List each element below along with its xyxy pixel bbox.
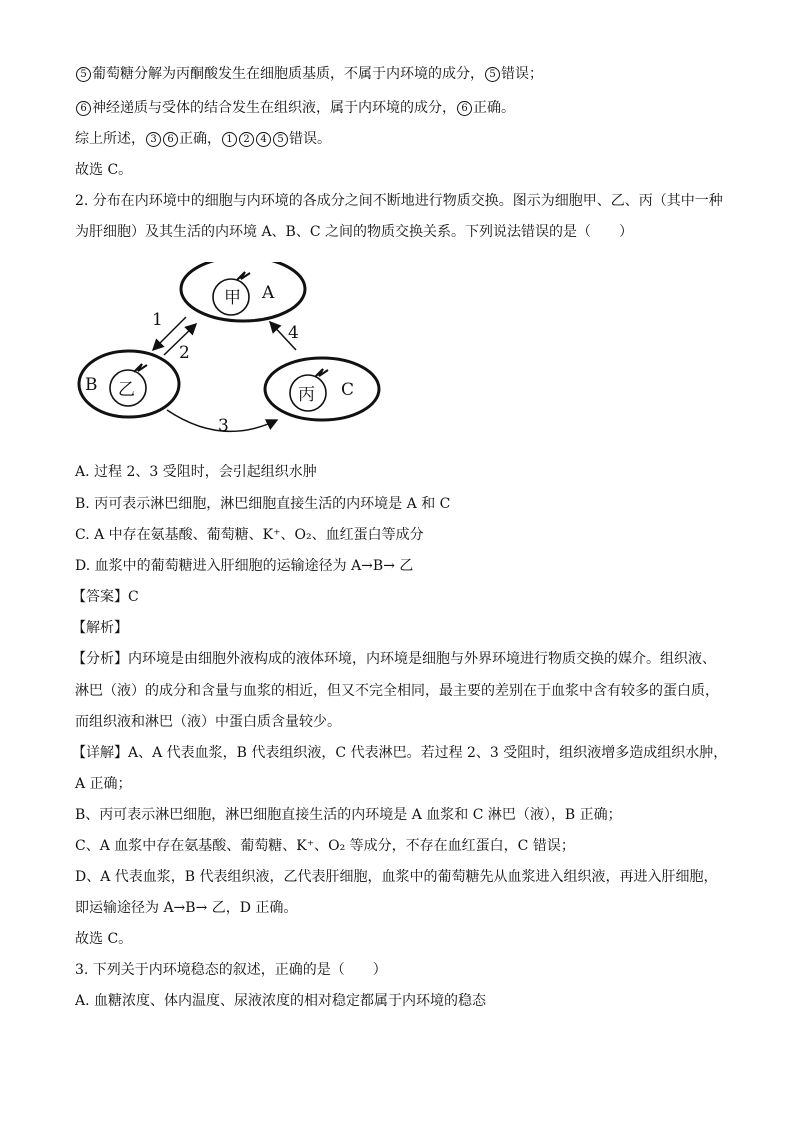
env-c-ellipse xyxy=(265,358,379,420)
q2-option-c: C. A 中存在氨基酸、葡萄糖、K⁺、O₂、血红蛋白等成分 xyxy=(75,527,424,543)
q2-stem-line-1: 2. 分布在内环境中的细胞与内环境的各成分之间不断地进行物质交换。图示为细胞甲、乙、丙（其中一种 xyxy=(75,193,723,209)
xiangjie-tag: 【详解】 xyxy=(72,745,128,761)
circled-number-4: 4 xyxy=(256,132,271,147)
bolt-c-icon xyxy=(315,369,328,377)
q2-xiangjie-line-5: D、A 代表血浆，B 代表组织液，乙代表肝细胞，血浆中的葡萄糖先从血浆进入组织液，再进入肝细胞， xyxy=(75,869,718,885)
cell-b-label: 乙 xyxy=(118,380,135,400)
q2-option-d: D. 血浆中的葡萄糖进入肝细胞的运输途径为 A→B→ 乙 xyxy=(75,558,414,574)
exchange-diagram xyxy=(72,262,382,442)
q2-choose: 故选 C。 xyxy=(75,931,133,947)
circled-number-6: 6 xyxy=(457,101,472,116)
cell-c-label: 丙 xyxy=(298,385,315,405)
circled-number-5: 5 xyxy=(485,67,500,82)
q2-analysis-tag: 【解析】 xyxy=(72,620,128,636)
bolt-b-icon xyxy=(134,364,147,372)
circled-number-2: 2 xyxy=(239,132,254,147)
q2-option-a: A. 过程 2、3 受阻时，会引起组织水肿 xyxy=(75,464,317,480)
q2-answer xyxy=(72,587,139,607)
q2-option-b: B. 丙可表示淋巴细胞，淋巴细胞直接生活的内环境是 A 和 C xyxy=(75,496,451,512)
answer-tag: 【答案】 xyxy=(72,589,128,605)
arrow-1-label: 1 xyxy=(152,310,163,330)
q2-stem-line-2: 为肝细胞）及其生活的内环境 A、B、C 之间的物质交换关系。下列说法错误的是（ ） xyxy=(75,224,634,240)
q3-stem: 3. 下列关于内环境稳态的叙述，正确的是（ ） xyxy=(75,962,387,978)
fenxi-tag: 【分析】 xyxy=(72,651,128,667)
q2-xiangjie-line-2: A 正确； xyxy=(75,776,132,792)
env-c-label: C xyxy=(341,380,355,400)
arrow-4-label: 4 xyxy=(288,323,299,343)
circled-number-6: 6 xyxy=(163,132,178,147)
env-a-ellipse xyxy=(181,262,305,321)
env-a-label: A xyxy=(262,283,275,303)
q2-fenxi-line-2: 淋巴（液）的成分和含量与血浆的相近，但又不完全相同，最主要的差别在于血浆中含有较多的蛋白质， xyxy=(75,683,719,699)
circled-number-5: 5 xyxy=(273,132,288,147)
arrow-2-label: 2 xyxy=(179,343,190,363)
circled-number-3: 3 xyxy=(146,132,161,147)
bolt-a-icon xyxy=(237,272,250,280)
env-b-label: B xyxy=(85,375,98,395)
circled-number-1: 1 xyxy=(222,132,237,147)
prev-item-6: 6 神经递质与受体的结合发生在组织液，属于内环境的成分， 6 正确。 xyxy=(75,98,515,118)
q2-xiangjie-line-6: 即运输途径为 A→B→ 乙，D 正确。 xyxy=(75,900,298,916)
q2-xiangjie-line-3: B、丙可表示淋巴细胞，淋巴细胞直接生活的内环境是 A 血浆和 C 淋巴（液），B 正确； xyxy=(75,807,622,823)
q2-fenxi-line-1: 【分析】内环境是由细胞外液构成的液体环境，内环境是细胞与外界环境进行物质交换的媒介。组织液、 xyxy=(72,651,716,667)
answer-value: C xyxy=(128,589,139,605)
q2-xiangjie-line-1: 【详解】A、A 代表血浆，B 代表组织液，C 代表淋巴。若过程 2、3 受阻时，组织液增多造成组织水肿， xyxy=(72,745,728,761)
cell-a-label: 甲 xyxy=(224,288,241,308)
circled-number-6: 6 xyxy=(76,101,91,116)
q2-fenxi-line-3: 而组织液和淋巴（液）中蛋白质含量较少。 xyxy=(75,714,341,730)
q3-option-a: A. 血糖浓度、体内温度、尿液浓度的相对稳定都属于内环境的稳态 xyxy=(75,993,487,1009)
prev-item-5: 5 葡萄糖分解为丙酮酸发生在细胞质基质，不属于内环境的成分， 5 错误； xyxy=(75,64,543,84)
prev-summary: 综上所述， 3 6 正确， 1 2 4 5 错误。 xyxy=(75,131,331,147)
circled-number-5: 5 xyxy=(76,67,91,82)
prev-choose: 故选 C。 xyxy=(75,162,133,178)
arrow-3-label: 3 xyxy=(218,416,229,436)
q2-xiangjie-line-4: C、A 血浆中存在氨基酸、葡萄糖、K⁺、O₂ 等成分，不存在血红蛋白，C 错误； xyxy=(75,838,575,854)
